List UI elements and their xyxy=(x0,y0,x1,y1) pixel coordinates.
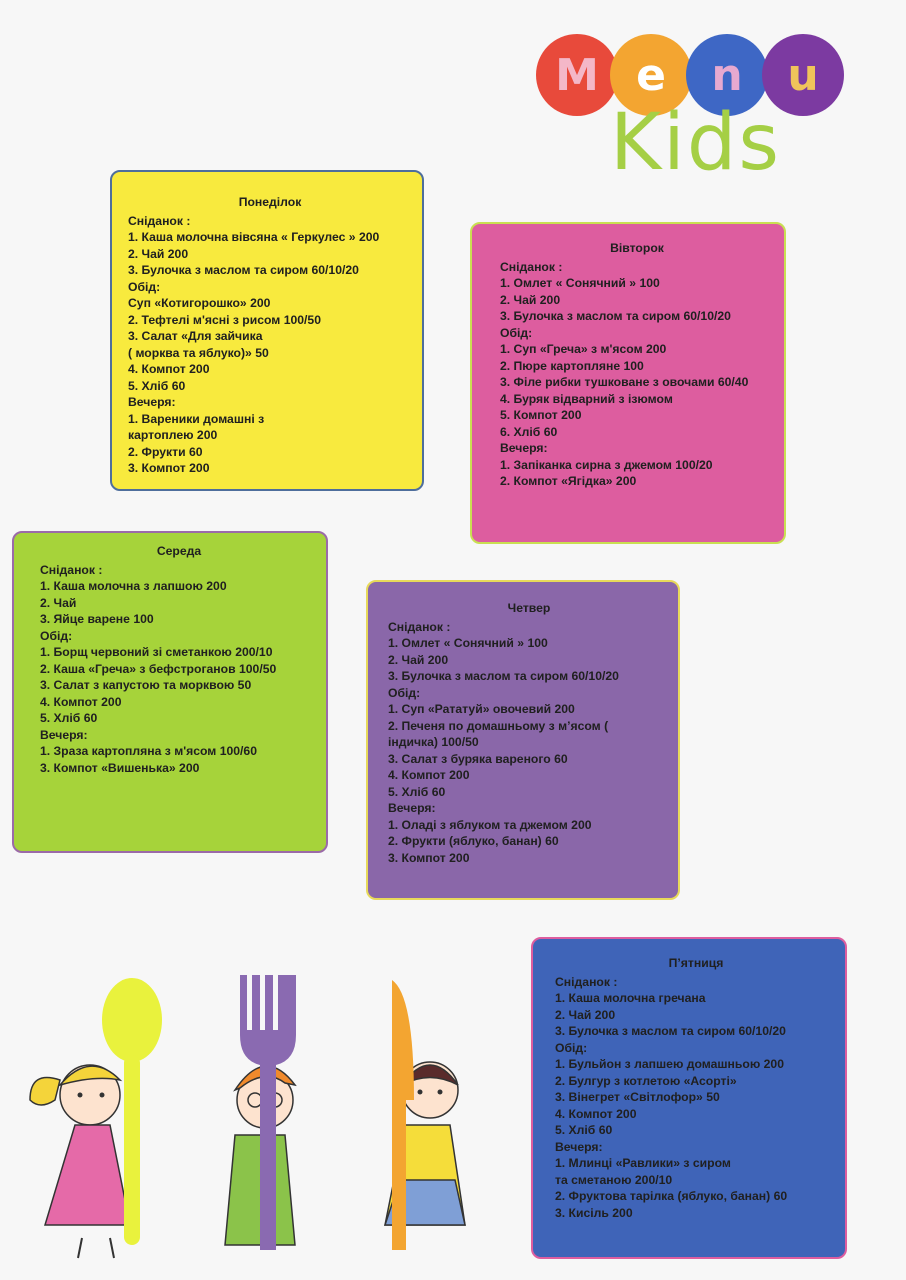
logo-letter: e xyxy=(636,49,666,101)
logo-subtitle: Kids xyxy=(610,98,781,188)
menu-line: 3. Компот «Вишенька» 200 xyxy=(40,760,200,775)
menu-lines xyxy=(555,974,837,1222)
monday-menu-card xyxy=(110,170,424,491)
day-title: Понеділок xyxy=(238,195,302,209)
day-title: Вівторок xyxy=(610,241,664,255)
menu-line: 1. Омлет « Сонячний » 100 xyxy=(500,276,660,290)
menu-line: 4. Компот 200 xyxy=(388,768,470,782)
menu-line: 5. Хліб 60 xyxy=(555,1123,613,1137)
menu-line: Обід: xyxy=(500,325,533,340)
menu-line: Вечеря: xyxy=(388,801,436,815)
day-title: П’ятниця xyxy=(668,956,724,970)
menu-line: ( морква та яблуко)» 50 xyxy=(128,345,269,360)
menu-line: 4. Компот 200 xyxy=(40,694,122,709)
menu-line: 2. Чай xyxy=(40,595,77,610)
menu-line: Вечеря: xyxy=(500,441,548,455)
menu-line: 2. Компот «Ягідка» 200 xyxy=(500,474,637,488)
menu-line: Вечеря: xyxy=(40,727,88,742)
menu-line: 3. Булочка з маслом та сиром 60/10/20 xyxy=(128,263,359,277)
menu-line: 2. Печеня по домашньому з м’ясом ( xyxy=(388,718,609,733)
menu-line: 2. Чай 200 xyxy=(128,246,189,261)
day-title: Четвер xyxy=(507,601,551,615)
menu-line: 2. Чай 200 xyxy=(555,1007,616,1022)
menu-line: 3. Салат «Для зайчика xyxy=(128,329,263,343)
menu-line: 3. Кисіль 200 xyxy=(555,1205,633,1220)
menu-line: 2. Пюре картопляне 100 xyxy=(500,358,644,373)
menu-line: Обід: xyxy=(128,279,161,294)
menu-line: 3. Булочка з маслом та сиром 60/10/20 xyxy=(555,1024,786,1038)
menu-lines xyxy=(388,619,670,867)
menu-line: 1. Каша молочна з лапшою 200 xyxy=(40,579,227,593)
menu-line: Вечеря: xyxy=(128,395,176,409)
menu-line: 3. Компот 200 xyxy=(128,461,210,475)
menu-line: 2. Булгур з котлетою «Асорті» xyxy=(555,1073,737,1088)
menu-line: Сніданок : xyxy=(500,259,563,274)
menu-line: 5. Хліб 60 xyxy=(388,784,446,799)
menu-line: та сметаною 200/10 xyxy=(555,1172,673,1187)
day-title: Середа xyxy=(156,544,202,558)
menu-line: Сніданок : xyxy=(555,974,618,989)
menu-line: 3. Яйце варене 100 xyxy=(40,612,154,626)
tuesday-menu-card xyxy=(470,222,786,544)
friday-menu-card xyxy=(531,937,847,1259)
menu-line: 1. Борщ червоний зі сметанкою 200/10 xyxy=(40,645,273,659)
menu-line: 3. Вінегрет «Світлофор» 50 xyxy=(555,1090,720,1104)
wednesday-menu-card xyxy=(12,531,328,853)
menu-line: Сніданок : xyxy=(388,619,451,634)
menu-line: Суп «Котигорошко» 200 xyxy=(128,296,271,310)
menu-line: індичка) 100/50 xyxy=(388,735,479,749)
menu-line: 2. Чай 200 xyxy=(388,652,449,667)
menu-line: 1. Каша молочна гречана xyxy=(555,991,706,1005)
logo-letter: M xyxy=(555,49,599,101)
menu-line: 5. Компот 200 xyxy=(500,408,582,422)
menu-line: 1. Каша молочна вівсяна « Геркулес » 200 xyxy=(128,230,380,244)
menu-line: 1. Вареники домашні з xyxy=(128,411,265,426)
logo-circle-m xyxy=(536,34,618,116)
menu-line: 1. Бульйон з лапшею домашньою 200 xyxy=(555,1057,784,1071)
menu-line: 4. Буряк відварний з ізюмом xyxy=(500,391,673,406)
menu-line: 3. Булочка з маслом та сиром 60/10/20 xyxy=(500,309,731,323)
menu-line: 1. Омлет « Сонячний » 100 xyxy=(388,636,548,650)
menu-kids-logo xyxy=(530,28,850,208)
menu-line: 1. Оладі з яблуком та джемом 200 xyxy=(388,817,592,832)
menu-line: 1. Зраза картопляна з м'ясом 100/60 xyxy=(40,744,257,758)
menu-line: 3. Салат з буряка вареного 60 xyxy=(388,751,568,766)
menu-lines xyxy=(128,213,412,477)
menu-line: 1. Запіканка сирна з джемом 100/20 xyxy=(500,457,713,472)
menu-line: Обід: xyxy=(40,628,73,643)
menu-line: 2. Фрукти 60 xyxy=(128,444,203,459)
menu-line: 1. Суп «Греча» з м'ясом 200 xyxy=(500,342,667,356)
menu-line: 5. Хліб 60 xyxy=(40,711,98,725)
menu-line: 2. Фрукти (яблуко, банан) 60 xyxy=(388,834,559,848)
menu-line: 4. Компот 200 xyxy=(128,362,210,376)
menu-line: 2. Чай 200 xyxy=(500,292,561,307)
logo-letter: n xyxy=(711,49,743,101)
logo-letter: u xyxy=(787,49,819,101)
menu-line: 5. Хліб 60 xyxy=(128,378,186,393)
menu-line: картоплею 200 xyxy=(128,428,218,442)
menu-line: Сніданок : xyxy=(40,562,103,577)
menu-line: Вечеря: xyxy=(555,1139,603,1154)
menu-line: Обід: xyxy=(555,1040,588,1055)
kids-with-cutlery-illustration xyxy=(20,970,490,1270)
menu-line: 2. Тефтелі м'ясні з рисом 100/50 xyxy=(128,312,321,327)
menu-line: 1. Суп «Рататуй» овочевий 200 xyxy=(388,702,575,716)
menu-line: 4. Компот 200 xyxy=(555,1106,637,1121)
menu-line: 6. Хліб 60 xyxy=(500,424,558,439)
menu-line: 3. Салат з капустою та морквою 50 xyxy=(40,678,252,692)
menu-line: 3. Булочка з маслом та сиром 60/10/20 xyxy=(388,669,619,683)
menu-lines xyxy=(500,259,774,490)
menu-line: 1. Млинці «Равлики» з сиром xyxy=(555,1156,731,1170)
menu-line: 3. Компот 200 xyxy=(388,850,470,865)
menu-line: 2. Фруктова тарілка (яблуко, банан) 60 xyxy=(555,1189,788,1203)
menu-lines xyxy=(40,562,318,777)
menu-line: 2. Каша «Греча» з бефстроганов 100/50 xyxy=(40,661,277,676)
girl-illustration xyxy=(30,1065,130,1258)
menu-line: 3. Філе рибки тушковане з овочами 60/40 xyxy=(500,375,749,389)
menu-line: Обід: xyxy=(388,685,421,700)
menu-line: Сніданок : xyxy=(128,213,191,228)
thursday-menu-card xyxy=(366,580,680,900)
